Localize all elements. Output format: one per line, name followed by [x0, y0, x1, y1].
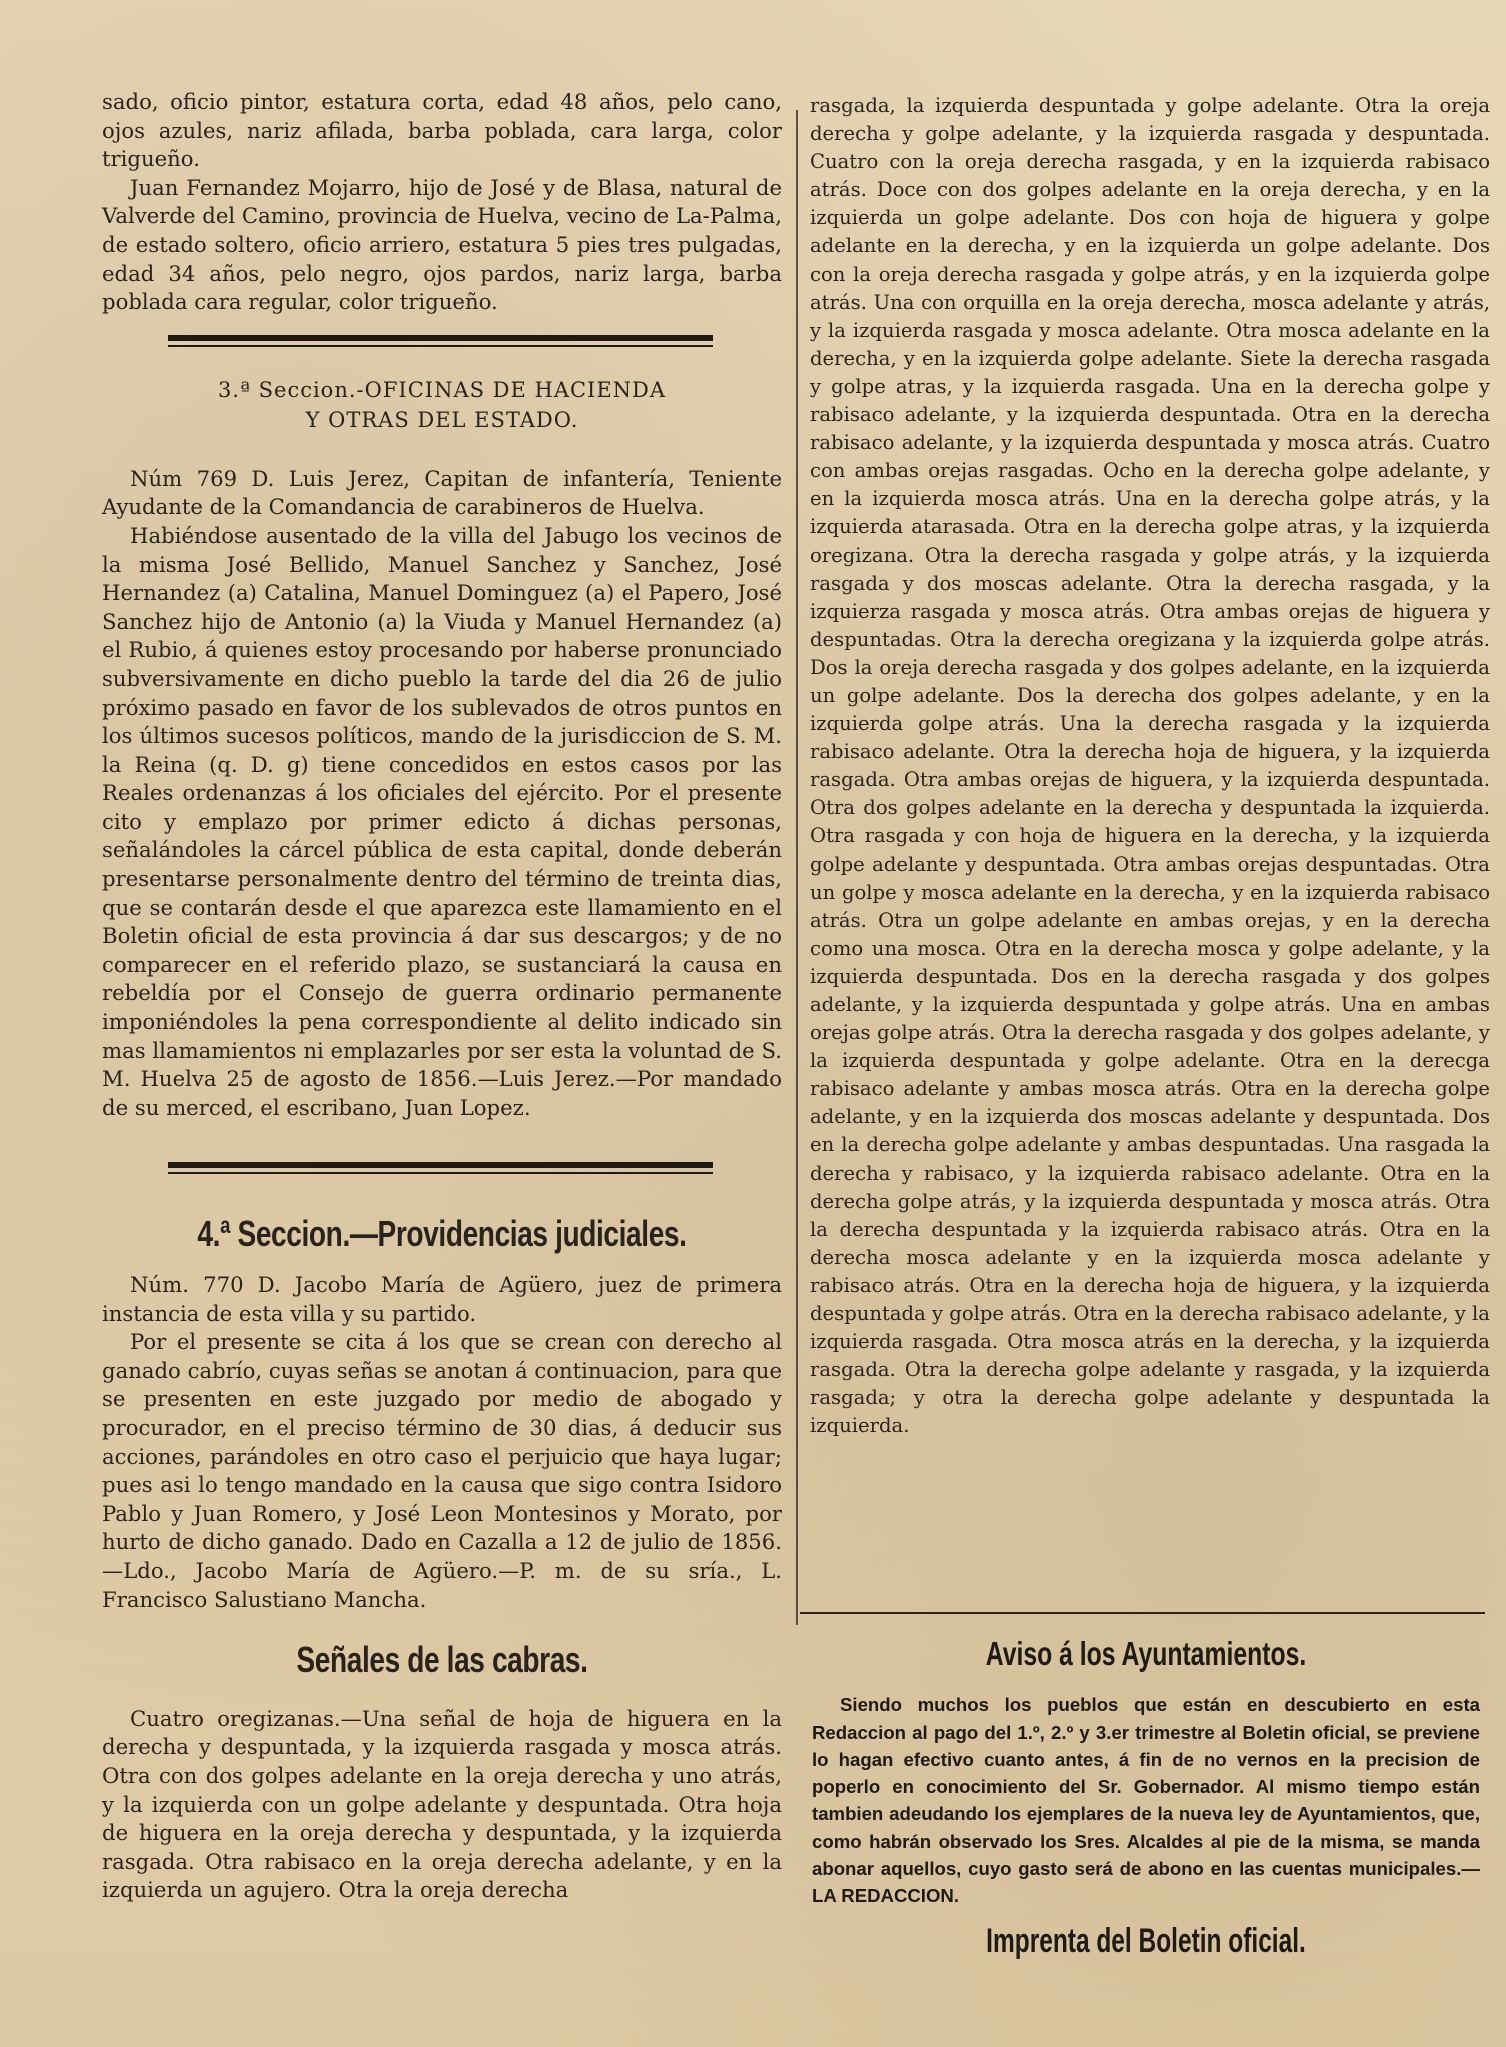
goat-marks-continued-paragraph: rasgada, la izquierda despuntada y golpe adelante. Otra la oreja derecha y golpe adelante, y la izquierda rasgada y despuntada. Cuatro con la oreja derecha rasgada, y en la izquierda rabisaco atrás. Doce con dos golpes adelante en la oreja derecha, y en la izquierda un golpe adelante. Dos con hoja de higuera y golpe adelante en la derecha, y en la izquierda un golpe adelante. Dos con la oreja derecha rasgada y golpe atrás, y en la izquierda golpe atrás. Una con orquilla en la oreja derecha, mosca adelante y atrás, y la izquierda rasgada y mosca adelante. Otra mosca adelante en la derecha, y en la izquierda golpe adelante. Siete la derecha rasgada y golpe atras, y la izquierda rasgada. Una en la derecha golpe y rabisaco adelante, y la izquierda despuntada. Otra en la derecha rabisaco adelante, y la izquierda despuntada y mosca atrás. Cuatro con ambas orejas rasgadas. Ocho en la derecha golpe adelante, y en la izquierda mosca atrás. Una en la derecha golpe atrás, y la izquierda atarasada. Otra en la derecha golpe atras, y la izquierda oregizana. Otra la derecha rasgada y golpe atrás, y la izquierda rasgada y dos moscas adelante. Otra la derecha rasgada, y la izquierza rasgada y mosca atrás. Otra ambas orejas de higuera y despuntadas. Otra la derecha oregizana y la izquierda golpe atrás. Dos la oreja derecha rasgada y dos golpes adelante, en la izquierda un golpe adelante. Dos la derecha dos golpes adelante, y en la izquierda golpe atrás. Una la derecha rasgada y la izquierda rabisaco adelante. Otra la derecha hoja de higuera, y la izquierda rasgada. Otra ambas orejas de higuera, y la izquierda despuntada. Otra dos golpes adelante en la derecha y despuntada la izquierda. Otra rasgada y con hoja de higuera en la derecha, y la izquierda golpe adelante y despuntada. Otra ambas orejas despuntadas. Otra un golpe y mosca adelante en la derecha, y en la izquierda rabisaco atrás. Otra un golpe adelante en ambas orejas, y en la derecha como una mosca. Otra en la derecha mosca y golpe adelante, y la izquierda despuntada. Dos en la derecha rasgada y dos golpes adelante, y la izquierda despuntada y golpe atrás. Una en ambas orejas golpe atrás. Otra la derecha rasgada y dos golpes adelante, y la izquierda despuntada y golpe adelante. Otra en la derecga rabisaco adelante y ambas mosca atrás. Otra en la derecha golpe adelante, y en la izquierda dos moscas adelante y despuntada. Dos en la derecha golpe adelante y ambas despuntadas. Una rasgada la derecha y rabisaco, y la izquierda rabisaco adelante. Otra en la derecha golpe atrás, y la izquierda despuntada y mosca atrás. Otra la derecha despuntada y la izquierda rabisaco atrás. Otra en la derecha mosca adelante y en la izquierda mosca adelante y rabisaco atrás. Otra en la derecha hoja de higuera, y la izquierda despuntada y golpe atrás. Otra en la derecha rabisaco adelante, y la izquierda rasgada. Otra mosca atrás en la derecha, y la izquierda rasgada. Otra la derecha golpe adelante y rasgada, y la izquierda rasgada; y otra la derecha golpe adelante y despuntada la izquierda.	[810, 94, 1490, 1438]
goat-marks-heading: Señales de las cabras.	[296, 1639, 588, 1681]
right-column	[810, 92, 1490, 1441]
aviso-heading: Aviso á los Ayuntamientos.	[985, 1635, 1307, 1672]
printer-imprint: Imprenta del Boletin oficial.	[986, 1921, 1306, 1960]
continued-description-paragraph: sado, oficio pintor, estatura corta, edad 48 años, pelo cano, ojos azules, nariz afilada, barba poblada, cara larga, color trigueño.	[102, 89, 782, 172]
section-3-heading-line-1: 3.ª Seccion.-OFICINAS DE HACIENDA	[217, 377, 667, 402]
description-paragraph: Juan Fernandez Mojarro, hijo de José y de Blasa, natural de Valverde del Camino, provincia de Huelva, vecino de La-Palma, de estado soltero, oficio arriero, estatura 5 pies tres pulgadas, edad 34 años, pelo negro, ojos pardos, nariz larga, barba poblada cara regular, color trigueño.	[102, 174, 782, 315]
section-3-heading-line-2: Y OTRAS DEL ESTADO.	[305, 407, 579, 432]
notice-770-body: Por el presente se cita á los que se crean con derecho al ganado cabrío, cuyas señas se anotan á continuacion, para que se presenten en este juzgado por medio de abogado y procurador, en el preciso término de 30 dias, á deducir sus acciones, parándoles en otro caso el perjuicio que haya lugar; pues asi lo tengo mandado en la causa que sigo contra Isidoro Pablo y Juan Romero, y José Leon Montesinos y Morato, por hurto de dicho ganado. Dado en Cazalla a 12 de julio de 1856.—Ldo., Jacobo María de Agüero.—P. m. de su sría., L. Francisco Salustiano Mancha.	[102, 1329, 782, 1612]
section-divider-thin	[168, 1172, 713, 1174]
section-4-heading: 4.ª Seccion.—Providencias judiciales.	[197, 1213, 687, 1255]
left-column	[102, 88, 782, 1905]
section-3-heading	[102, 375, 782, 435]
notice-769-header: Núm 769 D. Luis Jerez, Capitan de infantería, Teniente Ayudante de la Comandancia de carabineros de Huelva.	[102, 465, 782, 520]
notice-769-body: Habiéndose ausentado de la villa del Jabugo los vecinos de la misma José Bellido, Manuel Sanchez y Sanchez, José Hernandez (a) Catalina, Manuel Dominguez (a) el Papero, José Sanchez hijo de Antonio (a) la Viuda y Manuel Hernandez (a) el Rubio, á quienes estoy procesando por haberse pronunciado subversivamente en dicho pueblo la tarde del dia 26 de julio próximo pasado en favor de los sublevados de otros puntos en los últimos sucesos políticos, mando de la jurisdiccion de S. M. la Reina (q. D. g) tiene concedidos en estos casos por las Reales ordenanzas á los oficiales del ejército. Por el presente cito y emplazo por primer edicto á dichas personas, señalándoles la cárcel pública de esta capital, donde deberán presentarse personalmente dentro del término de treinta dias, que se contarán desde el que aparezca este llamamiento en el Boletin oficial de esta provincia á dar sus descargos; y de no comparecer en el referido plazo, se sustanciará la causa en rebeldía por el Consejo de guerra ordinario permanente imponiéndoles la pena correspondiente al delito indicado sin mas llamamientos ni emplazarles por ser esta la voluntad de S. M. Huelva 25 de agosto de 1856.—Luis Jerez.—Por mandado de su merced, el escribano, Juan Lopez.	[102, 522, 782, 1120]
section-divider-thick	[168, 1162, 713, 1168]
column-divider	[796, 110, 798, 1625]
aviso-text: Siendo muchos los pueblos que están en descubierto en esta Redaccion al pago del 1.º, 2.º y 3.er trimestre al Boletin oficial, se previene lo hagan efectivo cuanto antes, á fin de no vernos en la precision de poperlo en conocimiento del Sr. Gobernador. Al mismo tiempo están tambien adeudando los ejemplares de la nueva ley de Ayuntamientos, que, como habrán observado los Sres. Alcaldes al pie de la misma, se manda abonar aquellos, cuyo gasto será de abono en las cuentas municipales.—LA REDACCION.	[812, 1694, 1480, 1907]
notice-770-header: Núm. 770 D. Jacobo María de Agüero, juez de primera instancia de esta villa y su partido.	[102, 1272, 782, 1326]
section-divider-thin	[168, 345, 713, 347]
section-divider-thick	[168, 335, 713, 341]
aviso-divider	[800, 1612, 1485, 1614]
goat-marks-paragraph: Cuatro oregizanas.—Una señal de hoja de higuera en la derecha y despuntada, y la izquierda rasgada y mosca atrás. Otra con dos golpes adelante en la oreja derecha y uno atrás, y la izquierda con un golpe adelante y despuntada. Otra hoja de higuera en la oreja derecha y despuntada, y la izquierda rasgada. Otra rabisaco en la oreja derecha adelante, y en la izquierda un agujero. Otra la oreja derecha	[102, 1705, 782, 1903]
aviso-block	[812, 1635, 1480, 1960]
